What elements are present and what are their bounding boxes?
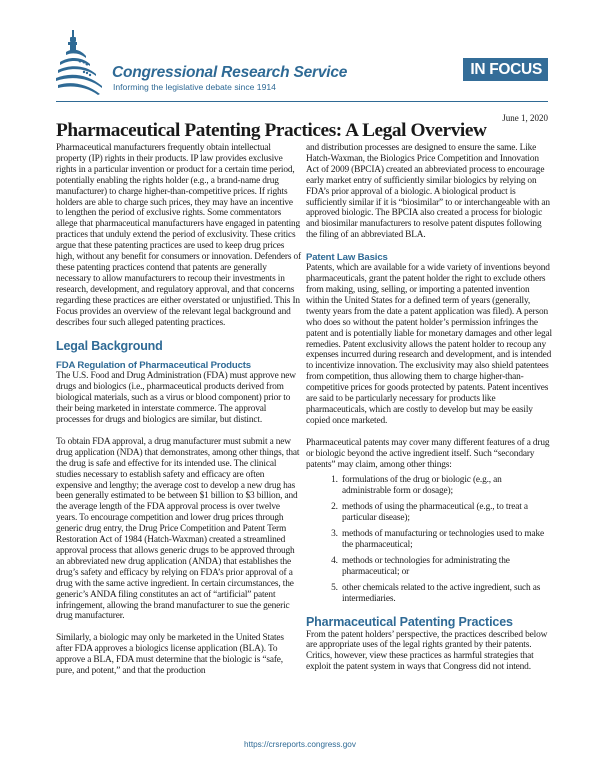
list-item: 4. methods or technologies for administrating the pharmaceutical; or	[340, 556, 552, 578]
right-column	[306, 143, 552, 684]
list-item: 1. formulations of the drug or biologic (e.g., an administrable form or dosage);	[340, 475, 552, 497]
footer-url[interactable]: https://crsreports.congress.gov	[244, 740, 356, 749]
fda-paragraph-3: Similarly, a biologic may only be marketed in the United States after FDA approves a biologics license application (BLA). To approve a BLA, FDA must determine that the biologic is “safe, pure, and potent,” and that the production	[56, 633, 284, 677]
patent-basics-paragraph: Patents, which are available for a wide variety of inventions beyond pharmaceuticals, grant the patent holder the right to exclude others from making, using, selling, or importing a patented invention within the United States for a defined term of years (generally, twenty years from the date a patent application was filed). A person who does so without the patent holder’s permission infringes the patent and is potentially liable for monetary damages and other legal remedies. Patent exclusivity allows the patent holder to recoup any expenses incurred during research and development, and is intended to incentivize innovation. The exclusivity may also shield patentees from competition, thus allowing them to charge higher-than-competitive prices for goods protected by patents. Patent incentives are said to be particularly necessary for products like pharmaceuticals, which are costly to develop but may be easily copied once marketed.	[306, 263, 552, 426]
subsection-heading-fda-regulation: FDA Regulation of Pharmaceutical Products	[56, 360, 251, 372]
org-tagline: Informing the legislative debate since 1914	[113, 82, 276, 92]
header-divider	[56, 101, 548, 102]
in-focus-badge: IN FOCUS	[463, 58, 548, 81]
subsection-heading-patent-law-basics: Patent Law Basics	[306, 252, 388, 264]
report-header	[56, 28, 548, 100]
publication-date: June 1, 2020	[502, 113, 548, 123]
capitol-dome-icon	[56, 28, 104, 96]
intro-paragraph: Pharmaceutical manufacturers frequently obtain intellectual property (IP) rights in their products. IP law provides exclusive rights in a particular invention or product for a certain time period, potentially enabling the rights holder (e.g., a brand-name drug manufacturer) to charge higher-than-competitive prices. If rights holders are able to charge such prices, they may have an incentive to lengthen the period of exclusive rights. Some commentators allege that pharmaceutical manufacturers have engaged in patenting practices that unduly extend the period of exclusivity. These critics argue that these patenting practices are used to keep drug prices high, without any benefit for consumers or innovation. Defenders of these patenting practices contend that patents are generally necessary to allow manufacturers to recoup their investments in research, development, and regulatory approval, and that concerns regarding these practices are either overstated or unjustified. This In Focus provides an overview of the relevant legal background and describes four such alleged patenting practices.	[56, 143, 302, 328]
fda-paragraph-1: The U.S. Food and Drug Administration (FDA) must approve new drugs and biologics (i.e., pharmaceutical products derived from biological materials, such as a virus or blood component) prior to their being marketed in interstate commerce. The approval processes for drugs and biologics are similar, but distinct.	[56, 371, 296, 426]
org-name: Congressional Research Service	[112, 64, 348, 81]
document-title: Pharmaceutical Patenting Practices: A Legal Overview	[56, 120, 487, 141]
secondary-patents-paragraph: Pharmaceutical patents may cover many different features of a drug or biologic beyond the active ingredient itself. Such “secondary patents” may claim, among other things:	[306, 437, 550, 470]
list-item: 3. methods of manufacturing or technologies used to make the pharmaceutical;	[340, 529, 552, 551]
bpcia-paragraph: and distribution processes are designed to ensure the same. Like Hatch-Waxman, the Biologics Price Competition and Innovation Act of 2009 (BPCIA) created an abbreviated process to encourage early market entry of sufficiently similar biologics by relying on FDA’s prior approval of a biologic. A biological product is sufficiently similar if it is “biosimilar” to or interchangeable with an approved biologic. The BPCIA also created a process for biologic and biosimilar manufacturers to resolve patent disputes following the filing of an abbreviated BLA.	[306, 143, 550, 241]
section-heading-legal-background: Legal Background	[56, 339, 163, 354]
list-item: 5. other chemicals related to the active ingredient, such as intermediaries.	[340, 583, 552, 605]
list-item: 2. methods of using the pharmaceutical (e.g., to treat a particular disease);	[340, 502, 552, 524]
patenting-practices-paragraph: From the patent holders’ perspective, the practices described below are appropriate uses of the legal rights granted by their patents. Critics, however, view these practices as harmful strategies that exploit the patent system in ways that Congress did not intend.	[306, 629, 548, 673]
fda-paragraph-2: To obtain FDA approval, a drug manufacturer must submit a new drug application (NDA) that demonstrates, among other things, that the drug is safe and effective for its intended use. The clinical studies necessary to establish safety and efficacy are often expensive and lengthy; the average cost to develop a new drug has been generally estimated to be between $1 billion to $3 billion, and the average length of the FDA approval process is over twelve years. To encourage competition and lower drug prices through generic drug entry, the Drug Price Competition and Patent Term Restoration Act of 1984 (Hatch-Waxman) created a streamlined approval process that allows generic drugs to be approved through an abbreviated new drug application (ANDA) that establishes the drug’s safety and efficacy by relying on FDA’s prior approval of a drug with the same active ingredient. In certain circumstances, the generic’s ANDA filing constitutes an act of “artificial” patent infringement, allowing the brand manufacturer to sue the generic drug manufacturer.	[56, 436, 300, 622]
section-heading-patenting-practices: Pharmaceutical Patenting Practices	[306, 614, 513, 629]
secondary-patents-list	[306, 475, 552, 604]
left-column	[56, 143, 302, 688]
